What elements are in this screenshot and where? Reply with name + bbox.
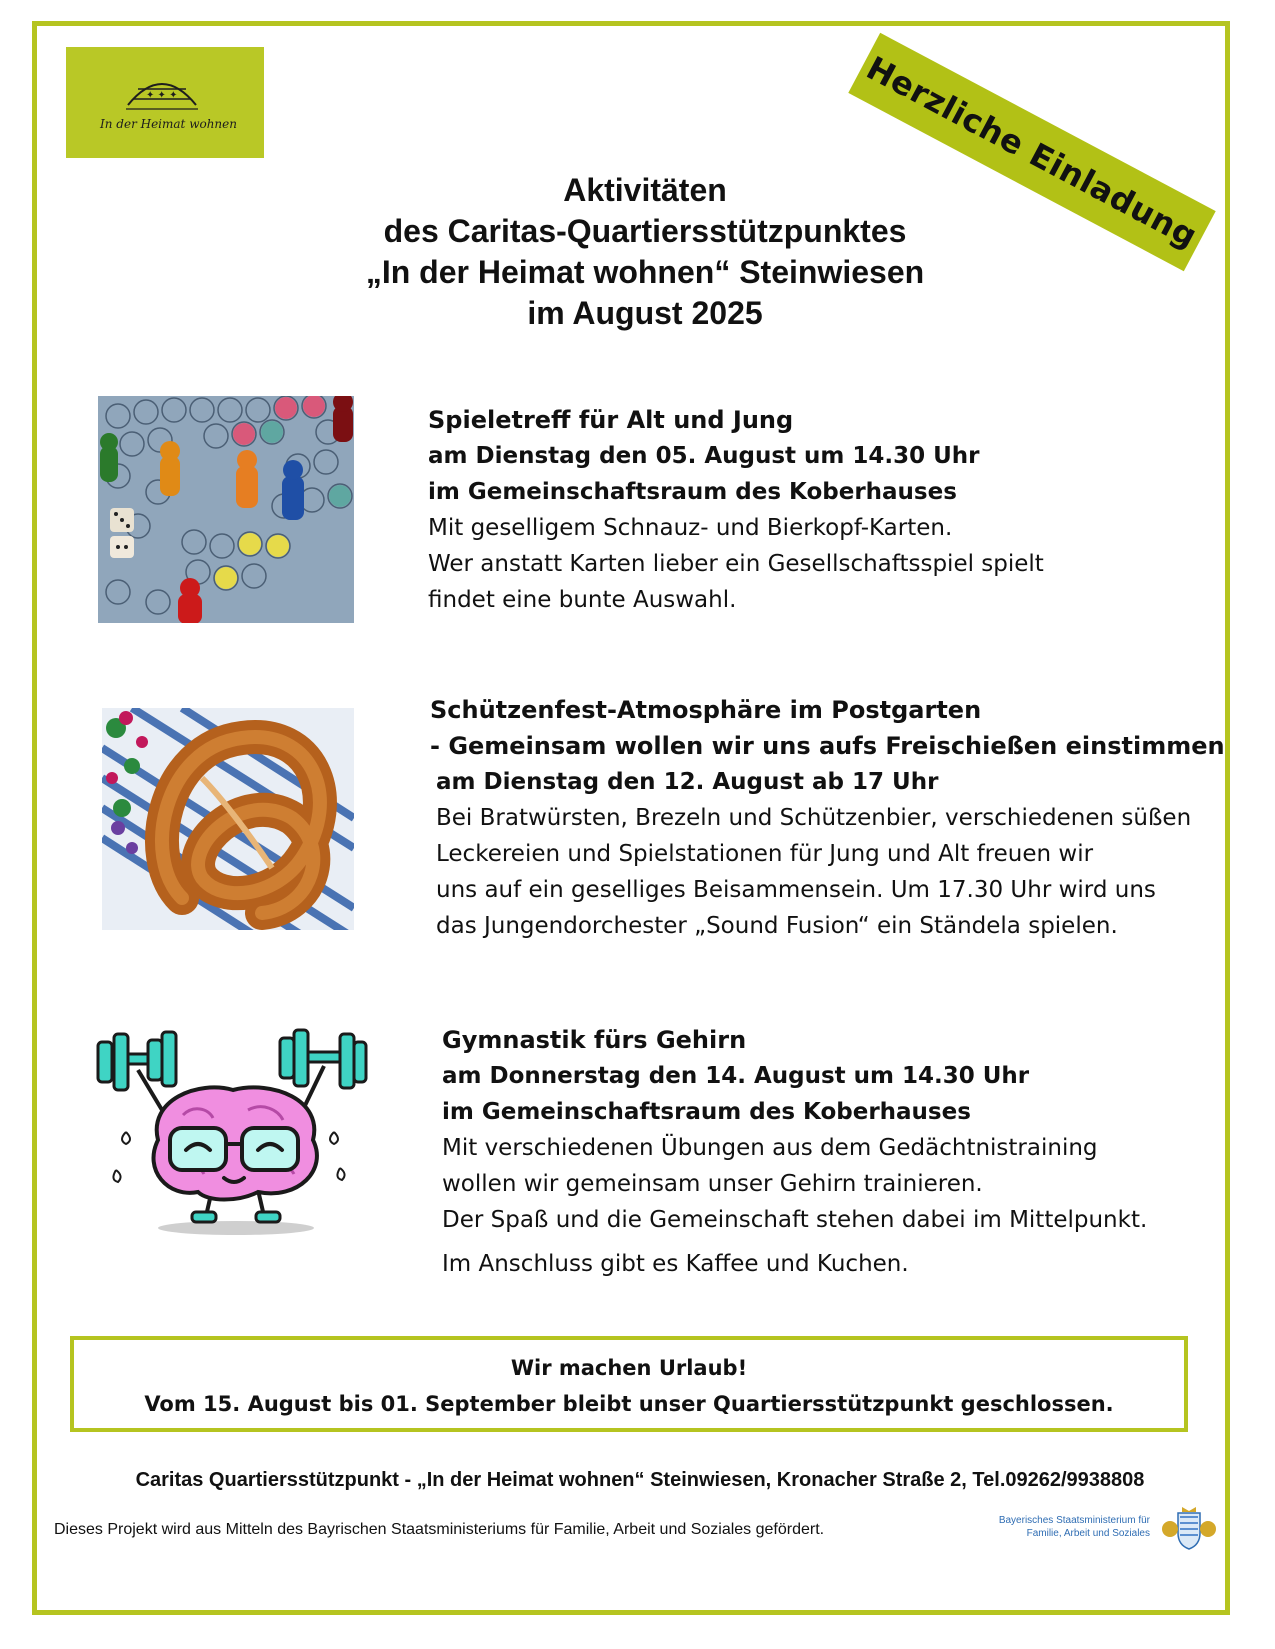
roof-house-icon [66, 47, 264, 158]
title-line: „In der Heimat wohnen“ Steinwiesen [365, 254, 925, 290]
event-spieletreff [428, 402, 1044, 618]
board-game-image [98, 396, 354, 623]
event-gymnastik [442, 1022, 1147, 1282]
page-title [230, 170, 1060, 334]
event-heading: Schützenfest-Atmosphäre im Postgarten [430, 696, 982, 724]
brain-dumbbell-image [88, 1020, 370, 1240]
event-text-line: Der Spaß und die Gemeinschaft stehen dabei im Mittelpunkt. [442, 1207, 1148, 1233]
event-text-line: das Jungendorchester „Sound Fusion“ ein Ständela spielen. [436, 913, 1118, 939]
notice-heading: Wir machen Urlaub! [510, 1356, 748, 1380]
event-text-line: Mit geselligem Schnauz- und Bierkopf-Karten. [428, 515, 953, 541]
bavarian-crest-icon [1158, 1505, 1220, 1551]
title-line: Aktivitäten [563, 172, 727, 208]
footer-address: Caritas Quartiersstützpunkt - „In der Heimat wohnen“ Steinwiesen, Kronacher Straße 2, Tel.09262/9938808 [135, 1469, 1145, 1491]
event-date: am Dienstag den 05. August um 14.30 Uhr [428, 443, 980, 469]
event-heading: Spieletreff für Alt und Jung [428, 406, 794, 434]
holiday-notice [70, 1336, 1188, 1432]
event-text-line: uns auf ein geselliges Beisammensein. Um 17.30 Uhr wird uns [436, 877, 1156, 903]
event-text-line: wollen wir gemeinsam unser Gehirn trainieren. [442, 1171, 983, 1197]
title-line: des Caritas-Quartiersstützpunktes [383, 213, 907, 249]
event-text-line: Bei Bratwürsten, Brezeln und Schützenbier, verschiedenen süßen [436, 805, 1192, 831]
logo [66, 47, 264, 158]
event-text-line: findet eine bunte Auswahl. [428, 587, 737, 613]
event-location: im Gemeinschaftsraum des Koberhauses [442, 1099, 971, 1125]
footer-funding: Dieses Projekt wird aus Mitteln des Bayrischen Staatsministeriums für Familie, Arbeit und Soziales gefördert. [54, 1521, 825, 1538]
ministry-line: Bayerisches Staatsministerium für [998, 1515, 1150, 1526]
event-text-line: Wer anstatt Karten lieber ein Gesellschaftsspiel spielt [428, 551, 1044, 577]
event-location: im Gemeinschaftsraum des Koberhauses [428, 479, 957, 505]
svg-text:✦ ✦ ✦: ✦ ✦ ✦ [146, 90, 178, 101]
event-text-line: Leckereien und Spielstationen für Jung und Alt freuen wir [436, 841, 1094, 867]
notice-text: Vom 15. August bis 01. September bleibt unser Quartiersstützpunkt geschlossen. [144, 1392, 1114, 1416]
logo-text: In der Heimat wohnen [100, 117, 237, 131]
event-text-line: Mit verschiedenen Übungen aus dem Gedächtnistraining [442, 1135, 1098, 1161]
ministry-logo-text [968, 1514, 1150, 1540]
event-date: am Dienstag den 12. August ab 17 Uhr [436, 769, 939, 795]
event-schuetzenfest [430, 692, 1225, 944]
invitation-banner: Herzliche Einladung [848, 33, 1215, 271]
title-line: im August 2025 [527, 295, 763, 331]
ministry-line: Familie, Arbeit und Soziales [1026, 1528, 1150, 1539]
event-date: am Donnerstag den 14. August um 14.30 Uhr [442, 1063, 1030, 1089]
event-heading: Gymnastik fürs Gehirn [442, 1026, 747, 1054]
event-subtitle: - Gemeinsam wollen wir uns aufs Freischießen einstimmen [430, 732, 1225, 760]
event-text-line: Im Anschluss gibt es Kaffee und Kuchen. [442, 1251, 909, 1277]
pretzel-image [102, 708, 354, 930]
